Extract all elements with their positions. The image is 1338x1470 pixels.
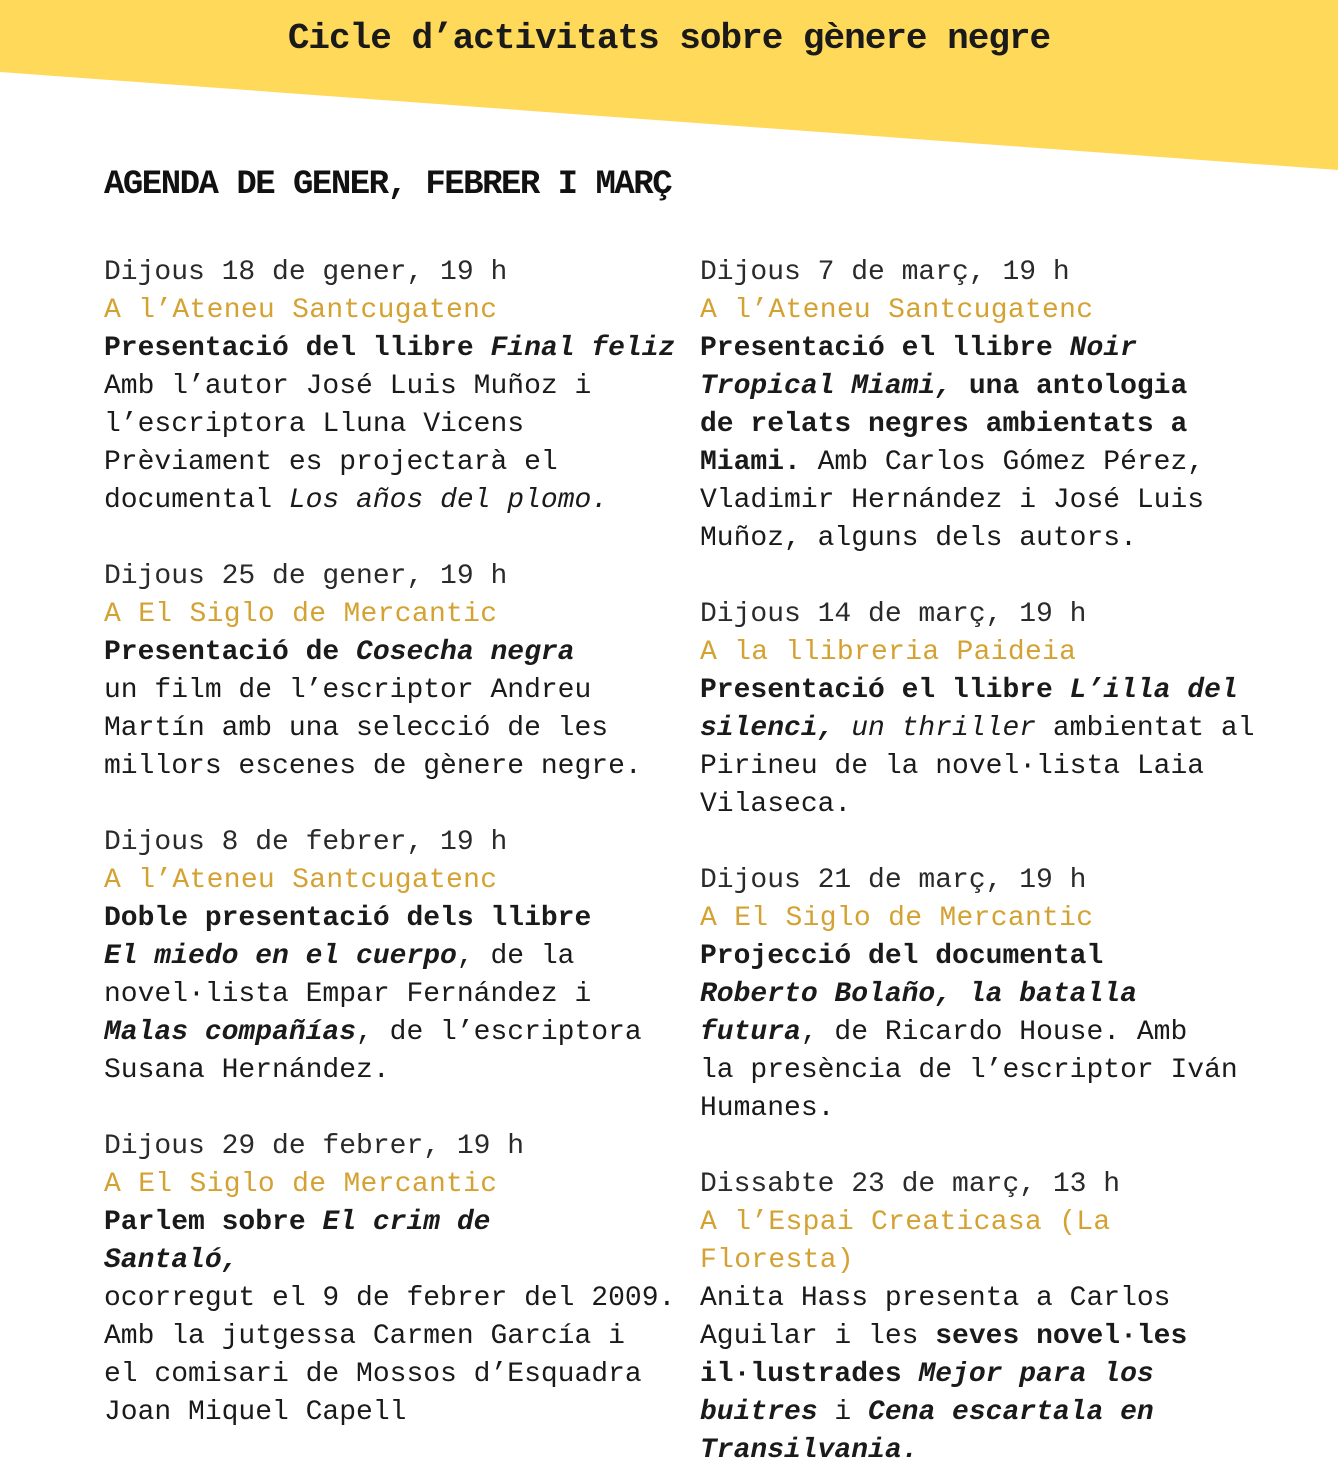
event-description-text: Miami. <box>700 447 801 478</box>
film-title: Roberto Bolaño, la batalla <box>700 979 1137 1010</box>
event-description-text: un film de l’escriptor Andreu <box>104 675 592 706</box>
event-description-text: , de la <box>456 941 575 972</box>
event-description-text: , de l’escriptora <box>356 1017 642 1048</box>
book-title: Tropical Miami, <box>700 371 953 402</box>
event-description-text: Muñoz, alguns dels autors. <box>700 523 1137 554</box>
film-title: Los años del plomo. <box>288 485 609 516</box>
event-description-text: la presència de l’escriptor Iván <box>700 1055 1238 1086</box>
book-title: silenci, <box>700 713 835 744</box>
event-entry <box>104 1128 676 1432</box>
event-description-text: i <box>817 1397 869 1428</box>
event-description-text: Susana Hernández. <box>104 1055 390 1086</box>
event-date: Dijous 8 de febrer, 19 h <box>104 827 508 858</box>
agenda-right-column <box>700 254 1300 1470</box>
event-entry <box>700 254 1300 558</box>
event-venue: A El Siglo de Mercantic <box>104 599 498 630</box>
book-title: Malas compañías <box>104 1017 357 1048</box>
event-description-text: seves novel·les <box>935 1321 1188 1352</box>
event-description-text: Humanes. <box>700 1093 835 1124</box>
book-title: Mejor para los <box>918 1359 1154 1390</box>
event-venue: A l’Ateneu Santcugatenc <box>700 295 1094 326</box>
event-description-text: il·lustrades <box>700 1359 919 1390</box>
event-description-text: ambientat al <box>1036 713 1255 744</box>
event-description-text: Presentació el llibre <box>700 333 1070 364</box>
event-description-text: Prèviament es projectarà el <box>104 447 558 478</box>
event-description-text: documental <box>104 485 289 516</box>
event-date: Dijous 29 de febrer, 19 h <box>104 1131 525 1162</box>
event-date: Dijous 7 de març, 19 h <box>700 257 1070 288</box>
event-description-text: una antologia <box>952 371 1188 402</box>
event-entry <box>700 1166 1300 1470</box>
event-description-text: Anita Hass presenta a Carlos <box>700 1283 1171 1314</box>
event-entry <box>700 596 1300 824</box>
event-venue: A l’Espai Creaticasa (La <box>700 1207 1111 1238</box>
event-description-text: el comisari de Mossos d’Esquadra <box>104 1359 642 1390</box>
event-description-text: de relats negres ambientats a <box>700 409 1188 440</box>
event-description-text: un thriller <box>834 713 1037 744</box>
event-description-text: Vilaseca. <box>700 789 852 820</box>
book-title: Santaló, <box>104 1245 239 1276</box>
event-date: Dijous 21 de març, 19 h <box>700 865 1087 896</box>
event-date: Dijous 25 de gener, 19 h <box>104 561 508 592</box>
event-description-text: Presentació de <box>104 637 357 668</box>
event-venue: A la llibreria Paideia <box>700 637 1077 668</box>
film-title: futura <box>700 1017 801 1048</box>
event-description-text: Vladimir Hernández i José Luis <box>700 485 1205 516</box>
event-description-text: novel·lista Empar Fernández i <box>104 979 592 1010</box>
book-title: Cena escartala en <box>868 1397 1154 1428</box>
event-description-text: Parlem sobre <box>104 1207 323 1238</box>
event-description-text: Joan Miquel Capell <box>104 1397 407 1428</box>
event-description-text: ocorregut el 9 de febrer del 2009. <box>104 1283 676 1314</box>
book-title: Noir <box>1069 333 1137 364</box>
event-description-text: Projecció del documental <box>700 941 1104 972</box>
event-description-text: Amb la jutgessa Carmen García i <box>104 1321 625 1352</box>
event-date: Dijous 14 de març, 19 h <box>700 599 1087 630</box>
event-description-text: Presentació el llibre <box>700 675 1070 706</box>
event-venue: A l’Ateneu Santcugatenc <box>104 295 498 326</box>
event-description-text: Amb l’autor José Luis Muñoz i <box>104 371 592 402</box>
event-entry <box>104 254 676 520</box>
event-description-text: Presentació del llibre <box>104 333 491 364</box>
event-description-text: millors escenes de gènere negre. <box>104 751 642 782</box>
event-description-text: , de Ricardo House. Amb <box>800 1017 1188 1048</box>
banner-title: Cicle d’activitats sobre gènere negre <box>287 18 1051 59</box>
book-title: Transilvania. <box>700 1435 919 1466</box>
event-venue: A l’Ateneu Santcugatenc <box>104 865 498 896</box>
event-date: Dissabte 23 de març, 13 h <box>700 1169 1121 1200</box>
book-title: L’illa del <box>1069 675 1238 706</box>
event-entry <box>700 862 1300 1128</box>
book-title: buitres <box>700 1397 818 1428</box>
event-description-text: Amb Carlos Gómez Pérez, <box>800 447 1205 478</box>
event-venue: A El Siglo de Mercantic <box>700 903 1094 934</box>
event-entry <box>104 824 664 1090</box>
book-title: El miedo en el cuerpo <box>104 941 457 972</box>
event-description-text: Pirineu de la novel·lista Laia <box>700 751 1205 782</box>
event-venue: Floresta) <box>700 1245 854 1276</box>
film-title: Cosecha negra <box>356 637 575 668</box>
event-description-text: Martín amb una selecció de les <box>104 713 609 744</box>
event-description-text: Aguilar i les <box>700 1321 936 1352</box>
event-venue: A El Siglo de Mercantic <box>104 1169 498 1200</box>
agenda-left-column <box>104 254 676 1432</box>
event-date: Dijous 18 de gener, 19 h <box>104 257 508 288</box>
event-entry <box>104 558 664 786</box>
book-title: Final feliz <box>490 333 676 364</box>
event-description-text: l’escriptora Lluna Vicens <box>104 409 525 440</box>
book-title: El crim de <box>322 1207 491 1238</box>
agenda-heading: AGENDA DE GENER, FEBRER I MARÇ <box>104 166 672 204</box>
event-description-text: Doble presentació dels llibre <box>104 903 592 934</box>
